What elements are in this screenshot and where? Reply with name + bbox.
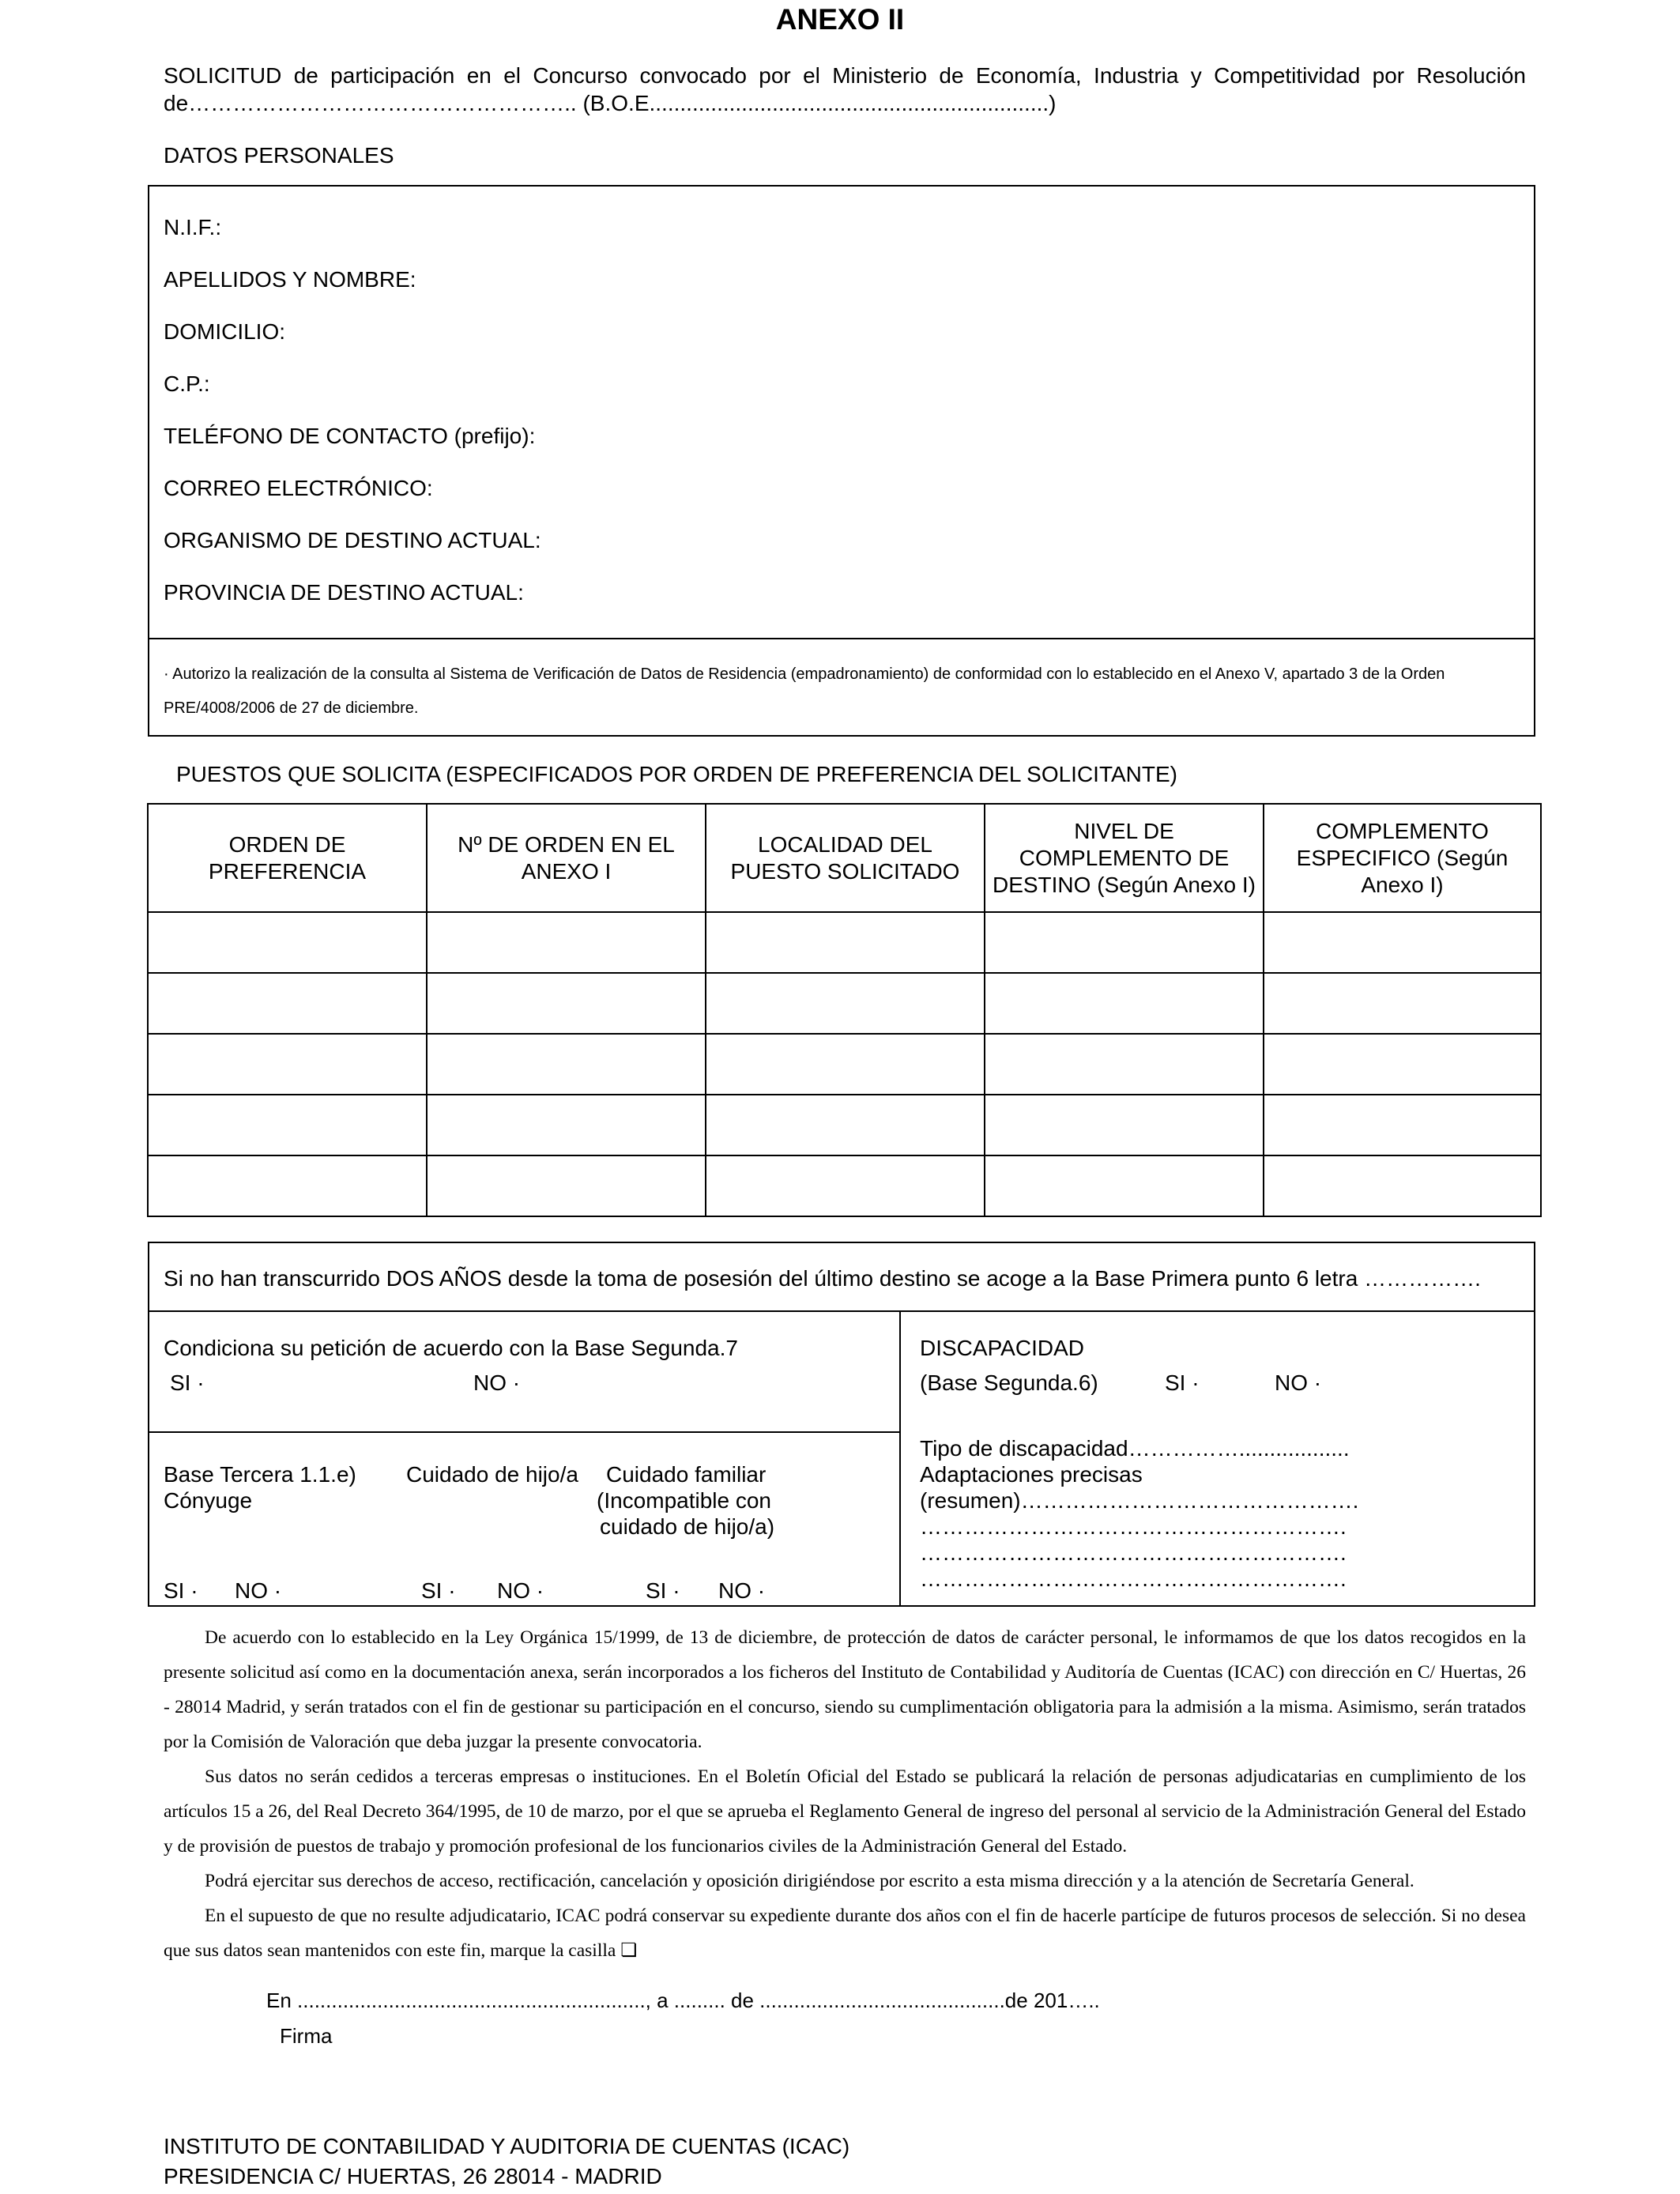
header-numero-orden: Nº DE ORDEN EN EL ANEXO I — [427, 804, 706, 912]
cuidado-hijo-no-option[interactable]: NO · — [497, 1578, 544, 1603]
incompatible-text-1: (Incompatible con — [597, 1488, 772, 1513]
discapacidad-si-option[interactable]: SI · — [1165, 1370, 1200, 1395]
datos-personales-heading: DATOS PERSONALES — [164, 143, 394, 168]
conditions-divider — [149, 1310, 1534, 1312]
footer-institution: INSTITUTO DE CONTABILIDAD Y AUDITORIA DE CUENTAS (ICAC) — [164, 2134, 850, 2158]
table-row — [148, 1034, 1541, 1095]
tipo-discapacidad-text: Tipo de discapacidad…………….................. — [920, 1436, 1350, 1461]
dos-anos-text: Si no han transcurrido DOS AÑOS desde la toma de posesión del último destino se acoge a la Base Primera punto 6 letra ……………. — [164, 1266, 1481, 1291]
table-cell[interactable] — [148, 1034, 427, 1095]
organismo-label: ORGANISMO DE DESTINO ACTUAL: — [164, 528, 541, 552]
table-cell[interactable] — [1264, 1095, 1541, 1155]
resumen-text: (resumen)………………………………………. — [920, 1488, 1359, 1513]
cuidado-hijo-text: Cuidado de hijo/a — [406, 1462, 578, 1487]
table-cell[interactable] — [706, 1034, 985, 1095]
domicilio-label: DOMICILIO: — [164, 319, 286, 344]
conyuge-si-option[interactable]: SI · — [164, 1578, 198, 1603]
table-cell[interactable] — [427, 1034, 706, 1095]
place-date-line: En ............................................................., a ......... de ...........................................de 201….. — [266, 1989, 1100, 2012]
cuidado-familiar-text: Cuidado familiar — [606, 1462, 767, 1487]
legal-paragraph: Sus datos no serán cedidos a terceras empresas o instituciones. En el Boletín Oficial del Estado se publicará la relación de personas adjudicatarias en cumplimiento de los artículos 15 a 26, del Real Decreto 364/1995, de 10 de marzo, por el que se aprueba el Reglamento General de ingreso del personal al servicio de la Administración General del Estado y de provisión de puestos de trabajo y promoción profesional de los funcionarios civiles de la Administración General del Estado. — [164, 1766, 1526, 1857]
table-cell[interactable] — [985, 973, 1264, 1034]
condiciona-si-option[interactable]: SI · — [170, 1370, 205, 1395]
condiciona-no-option[interactable]: NO · — [473, 1370, 521, 1395]
document-title: ANEXO II — [775, 3, 905, 36]
conditions-vertical-divider — [899, 1310, 901, 1605]
header-nivel-complemento: NIVEL DE COMPLEMENTO DE DESTINO (Según Anexo I) — [985, 804, 1264, 912]
cuidado-familiar-si-option[interactable]: SI · — [646, 1578, 680, 1603]
table-cell[interactable] — [1264, 912, 1541, 973]
nombre-label: APELLIDOS Y NOMBRE: — [164, 267, 416, 292]
cuidado-familiar-no-option[interactable]: NO · — [718, 1578, 766, 1603]
conditions-left-divider — [149, 1431, 899, 1433]
table-cell[interactable] — [706, 912, 985, 973]
table-cell[interactable] — [1264, 1034, 1541, 1095]
header-localidad: LOCALIDAD DEL PUESTO SOLICITADO — [706, 804, 985, 912]
personal-box-divider — [149, 638, 1534, 639]
table-cell[interactable] — [148, 1095, 427, 1155]
dotted-line: …………………………………………………. — [920, 1540, 1347, 1565]
telefono-label: TELÉFONO DE CONTACTO (prefijo): — [164, 424, 536, 448]
table-cell[interactable] — [1264, 973, 1541, 1034]
table-cell[interactable] — [148, 912, 427, 973]
table-cell[interactable] — [1264, 1155, 1541, 1216]
table-cell[interactable] — [148, 1155, 427, 1216]
consent-text: · Autorizo la realización de la consulta al Sistema de Verificación de Datos de Residencia (empadronamiento) de conformidad con lo establecido en el Anexo V, apartado 3 de la Orden PRE/4008/2006 de 27 de diciembre. — [164, 665, 1445, 717]
header-complemento-especifico: COMPLEMENTO ESPECIFICO (Según Anexo I) — [1264, 804, 1541, 912]
table-cell[interactable] — [148, 973, 427, 1034]
legal-paragraph: De acuerdo con lo establecido en la Ley Orgánica 15/1999, de 13 de diciembre, de protección de datos de carácter personal, le informamos de que los datos recogidos en la presente solicitud así como en la documentación anexa, serán incorporados a los ficheros del Instituto de Contabilidad y Auditoría de Cuentas (ICAC) con dirección en C/ Huertas, 26 - 28014 Madrid, y serán tratados con el fin de gestionar su participación en el concurso, siendo su cumplimentación obligatoria para la admisión a la misma. Asimismo, serán tratados por la Comisión de Valoración que deba juzgar la presente convocatoria. — [164, 1627, 1526, 1752]
puestos-heading: PUESTOS QUE SOLICITA (ESPECIFICADOS POR ORDEN DE PREFERENCIA DEL SOLICITANTE) — [176, 762, 1177, 786]
correo-label: CORREO ELECTRÓNICO: — [164, 476, 433, 500]
firma-label: Firma — [280, 2024, 333, 2048]
table-cell[interactable] — [427, 912, 706, 973]
table-row — [148, 973, 1541, 1034]
cuidado-hijo-si-option[interactable]: SI · — [421, 1578, 456, 1603]
legal-text — [164, 1620, 1526, 1968]
base-segunda6-text: (Base Segunda.6) — [920, 1370, 1098, 1395]
base-tercera-text: Base Tercera 1.1.e) — [164, 1462, 356, 1487]
legal-paragraph: En el supuesto de que no resulte adjudicatario, ICAC podrá conservar su expediente durante dos años con el fin de hacerle partícipe de futuros procesos de selección. Si no desea que sus datos sean mantenidos con este fin, marque la casilla ❏ — [164, 1906, 1526, 1961]
provincia-label: PROVINCIA DE DESTINO ACTUAL: — [164, 580, 524, 605]
puestos-table — [147, 803, 1542, 1217]
conyuge-no-option[interactable]: NO · — [235, 1578, 282, 1603]
table-cell[interactable] — [427, 1155, 706, 1216]
nif-label: N.I.F.: — [164, 215, 222, 239]
discapacidad-no-option[interactable]: NO · — [1275, 1370, 1322, 1395]
table-cell[interactable] — [985, 1155, 1264, 1216]
legal-paragraph: Podrá ejercitar sus derechos de acceso, rectificación, cancelación y oposición dirigiéndose por escrito a esta misma dirección y a la atención de Secretaría General. — [205, 1871, 1414, 1891]
footer-address: PRESIDENCIA C/ HUERTAS, 26 28014 - MADRID — [164, 2164, 662, 2188]
conyuge-text: Cónyuge — [164, 1488, 253, 1513]
table-row — [148, 912, 1541, 973]
header-orden-preferencia: ORDEN DE PREFERENCIA — [148, 804, 427, 912]
table-cell[interactable] — [985, 1095, 1264, 1155]
dotted-line: …………………………………………………. — [920, 1514, 1347, 1539]
conditions-box — [148, 1242, 1535, 1607]
discapacidad-heading: DISCAPACIDAD — [920, 1336, 1084, 1360]
table-cell[interactable] — [706, 1095, 985, 1155]
dotted-line: …………………………………………………. — [920, 1566, 1347, 1591]
table-cell[interactable] — [427, 973, 706, 1034]
incompatible-text-2: cuidado de hijo/a) — [600, 1514, 775, 1539]
table-cell[interactable] — [985, 912, 1264, 973]
intro-text: SOLICITUD de participación en el Concurso convocado por el Ministerio de Economía, Industria y Competitividad por Resolución de…………………………………………….. (B.O.E.................................................................) — [164, 63, 1526, 115]
adaptaciones-text: Adaptaciones precisas — [920, 1462, 1143, 1487]
condiciona-text: Condiciona su petición de acuerdo con la Base Segunda.7 — [164, 1336, 738, 1360]
table-cell[interactable] — [706, 1155, 985, 1216]
table-row — [148, 1155, 1541, 1216]
table-cell[interactable] — [427, 1095, 706, 1155]
cp-label: C.P.: — [164, 371, 210, 396]
table-cell[interactable] — [706, 973, 985, 1034]
table-row — [148, 1095, 1541, 1155]
table-cell[interactable] — [985, 1034, 1264, 1095]
table-header-row — [148, 804, 1541, 912]
personal-data-box — [148, 185, 1535, 737]
